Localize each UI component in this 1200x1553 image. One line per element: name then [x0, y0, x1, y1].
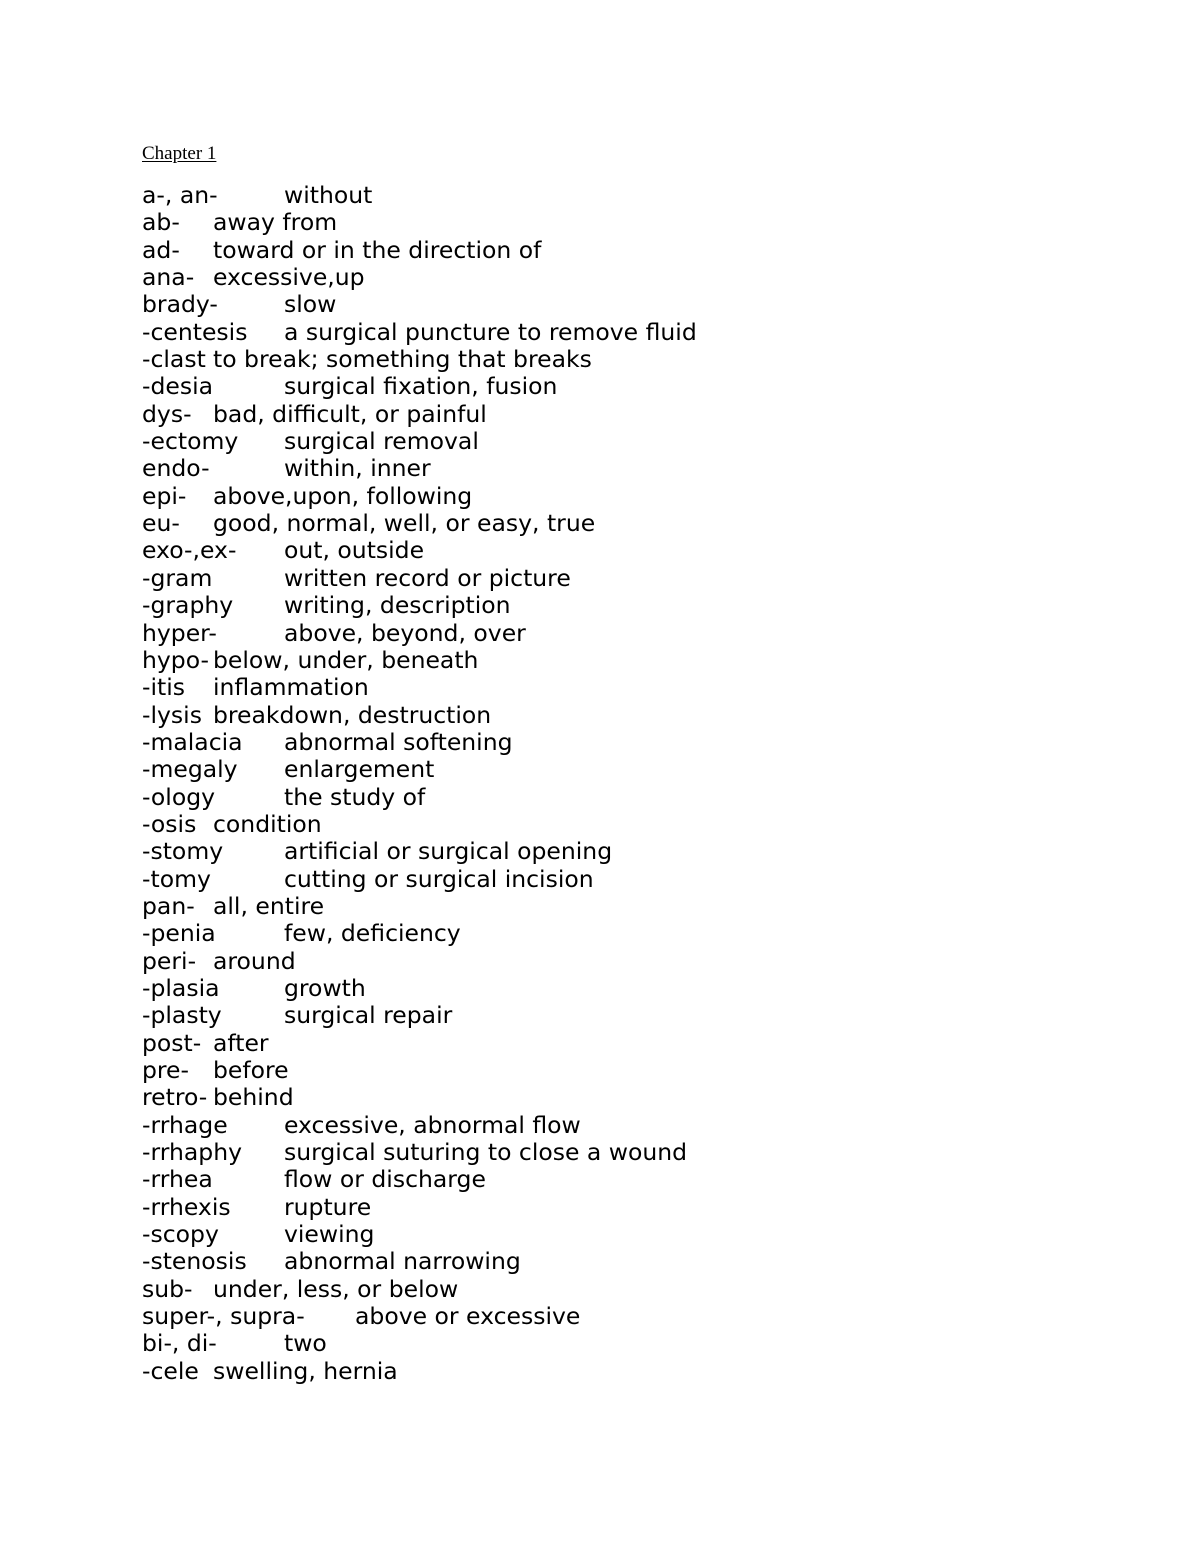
term-entry — [142, 319, 697, 346]
term-entry — [142, 346, 697, 373]
term-entry — [142, 1221, 697, 1248]
term-entry — [142, 975, 697, 1002]
term-entry — [142, 729, 697, 756]
term-entry — [142, 893, 697, 920]
definition-text: around — [213, 946, 296, 975]
term-text: -scopy — [142, 1220, 219, 1249]
definition-text: good, normal, well, or easy, true — [213, 509, 596, 538]
definition-text: excessive,up — [213, 263, 365, 292]
term-text: ab- — [142, 208, 180, 237]
term-text: -megaly — [142, 755, 238, 784]
term-text: hypo- — [142, 645, 210, 674]
term-text: -clast — [142, 345, 206, 374]
term-text: -ology — [142, 782, 216, 811]
term-text: a-, an- — [142, 181, 218, 209]
definition-text: below, under, beneath — [213, 645, 479, 674]
definition-text: excessive, abnormal flow — [284, 1110, 581, 1139]
term-text: -cele — [142, 1356, 199, 1385]
definition-text: all, entire — [213, 891, 325, 920]
term-text: -itis — [142, 673, 185, 702]
term-text: -ectomy — [142, 427, 239, 456]
term-entry — [142, 291, 697, 318]
definition-text: writing, description — [284, 591, 511, 620]
definition-text: breakdown, destruction — [213, 700, 492, 729]
definition-text: inflammation — [213, 673, 369, 702]
term-text: -stomy — [142, 837, 224, 866]
definition-text: rupture — [284, 1192, 372, 1221]
term-text: pan- — [142, 891, 195, 920]
term-text: sub- — [142, 1274, 193, 1303]
term-entry — [142, 866, 697, 893]
term-entry — [142, 1358, 697, 1385]
term-text: epi- — [142, 481, 187, 510]
term-entry — [142, 209, 697, 236]
definition-text: above or excessive — [355, 1302, 581, 1331]
term-text: -rrhea — [142, 1165, 213, 1194]
term-text: -osis — [142, 809, 197, 838]
definition-text: surgical suturing to close a wound — [284, 1138, 688, 1167]
term-entry — [142, 811, 697, 838]
term-text: -plasty — [142, 1001, 222, 1030]
definition-text: a surgical puncture to remove fluid — [284, 317, 697, 346]
term-entry — [142, 565, 697, 592]
chapter-title: Chapter 1 — [142, 143, 217, 164]
term-text: -penia — [142, 919, 216, 948]
definition-text: above,upon, following — [213, 481, 473, 510]
definition-text: viewing — [284, 1220, 375, 1249]
term-text: ad- — [142, 235, 180, 264]
term-entry — [142, 647, 697, 674]
definition-text: toward or in the direction of — [213, 235, 542, 264]
term-entry — [142, 510, 697, 537]
term-entry — [142, 373, 697, 400]
definition-text: after — [213, 1028, 269, 1057]
term-entry — [142, 182, 697, 209]
definition-text: away from — [213, 208, 338, 237]
definition-text: condition — [213, 809, 322, 838]
term-entry — [142, 537, 697, 564]
term-entry — [142, 401, 697, 428]
term-text: -rrhage — [142, 1110, 228, 1139]
term-text: -centesis — [142, 317, 248, 346]
term-entry — [142, 592, 697, 619]
definition-text: bad, difficult, or painful — [213, 399, 487, 428]
term-entry — [142, 237, 697, 264]
term-entry — [142, 838, 697, 865]
term-text: -lysis — [142, 700, 202, 729]
definition-text: surgical repair — [284, 1001, 453, 1030]
definition-text: enlargement — [284, 755, 435, 784]
term-text: exo-,ex- — [142, 536, 237, 565]
term-entry — [142, 620, 697, 647]
definition-text: before — [213, 1056, 289, 1084]
term-entry — [142, 1248, 697, 1275]
definition-text: few, deficiency — [284, 919, 461, 948]
definition-text: swelling, hernia — [213, 1356, 398, 1385]
definition-text: to break; something that breaks — [213, 345, 592, 374]
term-text: bi-, di- — [142, 1329, 217, 1358]
term-text: -graphy — [142, 591, 234, 620]
term-entry — [142, 483, 697, 510]
term-text: -rrhexis — [142, 1192, 231, 1221]
term-text: -malacia — [142, 727, 243, 756]
term-text: dys- — [142, 399, 192, 428]
term-entry — [142, 1057, 697, 1084]
term-text: endo- — [142, 454, 210, 483]
definition-text: artificial or surgical opening — [284, 837, 613, 866]
term-entry — [142, 784, 697, 811]
term-text: -gram — [142, 563, 213, 592]
term-entry — [142, 1166, 697, 1193]
term-entry — [142, 1030, 697, 1057]
term-list — [142, 182, 697, 1385]
definition-text: behind — [213, 1083, 294, 1112]
term-text: eu- — [142, 509, 180, 538]
term-entry — [142, 1276, 697, 1303]
term-text: post- — [142, 1028, 202, 1057]
definition-text: above, beyond, over — [284, 618, 526, 647]
term-entry — [142, 1303, 697, 1330]
definition-text: within, inner — [284, 454, 431, 483]
definition-text: growth — [284, 973, 366, 1002]
term-text: pre- — [142, 1056, 189, 1084]
term-text: peri- — [142, 946, 197, 975]
definition-text: abnormal narrowing — [284, 1247, 521, 1276]
definition-text: slow — [284, 290, 337, 319]
definition-text: flow or discharge — [284, 1165, 486, 1194]
term-text: retro- — [142, 1083, 208, 1112]
definition-text: surgical removal — [284, 427, 479, 456]
term-entry — [142, 1084, 697, 1111]
term-text: hyper- — [142, 618, 217, 647]
definition-text: without — [284, 181, 373, 209]
term-entry — [142, 264, 697, 291]
term-entry — [142, 948, 697, 975]
term-entry — [142, 1139, 697, 1166]
term-entry — [142, 1002, 697, 1029]
term-entry — [142, 1330, 697, 1357]
term-text: -desia — [142, 372, 214, 401]
term-text: super-, supra- — [142, 1302, 305, 1331]
term-entry — [142, 756, 697, 783]
definition-text: the study of — [284, 782, 426, 811]
term-entry — [142, 1194, 697, 1221]
definition-text: written record or picture — [284, 563, 571, 592]
definition-text: two — [284, 1329, 327, 1358]
definition-text: surgical fixation, fusion — [284, 372, 558, 401]
term-text: -rrhaphy — [142, 1138, 242, 1167]
term-text: -stenosis — [142, 1247, 247, 1276]
term-text: ana- — [142, 263, 195, 292]
definition-text: under, less, or below — [213, 1274, 459, 1303]
term-entry — [142, 920, 697, 947]
definition-text: cutting or surgical incision — [284, 864, 594, 893]
term-entry — [142, 428, 697, 455]
term-entry — [142, 455, 697, 482]
term-text: -plasia — [142, 973, 220, 1002]
term-entry — [142, 674, 697, 701]
term-entry — [142, 1112, 697, 1139]
term-text: -tomy — [142, 864, 211, 893]
definition-text: out, outside — [284, 536, 425, 565]
definition-text: abnormal softening — [284, 727, 513, 756]
term-entry — [142, 702, 697, 729]
term-text: brady- — [142, 290, 218, 319]
